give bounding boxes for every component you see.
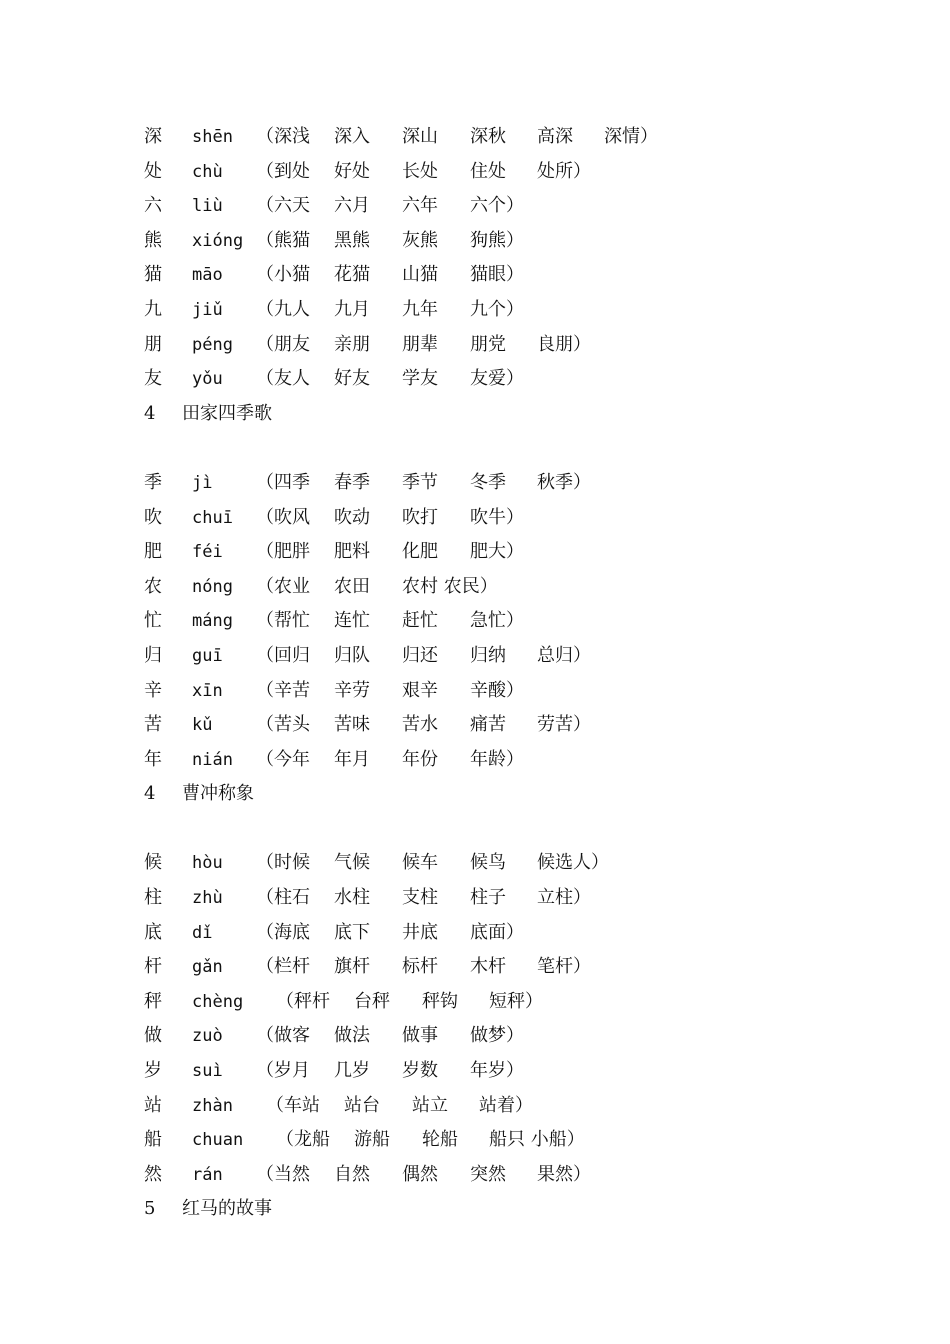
vocab-pinyin: yǒu bbox=[192, 369, 223, 390]
vocab-word: （九人 bbox=[256, 298, 310, 320]
vocab-word: 归队 bbox=[334, 644, 370, 666]
vocab-character: 站 bbox=[144, 1094, 162, 1116]
vocab-row bbox=[144, 1054, 904, 1089]
vocab-word: 痛苦 bbox=[470, 714, 506, 736]
lesson-number: 5 bbox=[144, 1198, 156, 1220]
vocab-row bbox=[144, 604, 904, 639]
vocab-word: 几岁 bbox=[334, 1060, 370, 1082]
vocab-row bbox=[144, 570, 904, 605]
lesson-heading bbox=[144, 397, 904, 432]
vocab-row bbox=[144, 258, 904, 293]
vocab-word: 肥大） bbox=[470, 541, 524, 563]
vocab-word: 游船 bbox=[354, 1129, 390, 1151]
vocab-word: 猫眼） bbox=[470, 264, 524, 286]
vocab-word: 站着） bbox=[479, 1094, 533, 1116]
vocab-word: 年龄） bbox=[470, 748, 524, 770]
vocab-row bbox=[144, 362, 904, 397]
vocab-word: 归还 bbox=[402, 644, 438, 666]
vocab-word: 候车 bbox=[402, 852, 438, 874]
vocab-character: 秤 bbox=[144, 990, 162, 1012]
vocab-word: 底下 bbox=[334, 921, 370, 943]
vocab-pinyin: chèng bbox=[192, 991, 244, 1012]
vocab-row bbox=[144, 846, 904, 881]
vocab-word: （苦头 bbox=[256, 714, 310, 736]
vocab-row bbox=[144, 1123, 904, 1158]
vocab-word: 辛酸） bbox=[470, 679, 524, 701]
vocab-character: 六 bbox=[144, 195, 162, 217]
vocab-row bbox=[144, 916, 904, 951]
vocab-word: 苦味 bbox=[334, 714, 370, 736]
vocab-pinyin: zhàn bbox=[192, 1095, 233, 1116]
vocab-word: 深山 bbox=[402, 126, 438, 147]
vocab-character: 季 bbox=[144, 471, 162, 493]
vocab-character: 候 bbox=[144, 852, 162, 874]
vocab-word: （帮忙 bbox=[256, 610, 310, 632]
vocab-word: 标杆 bbox=[402, 956, 438, 978]
lesson-heading bbox=[144, 1192, 904, 1227]
vocab-word: 朋党 bbox=[470, 333, 506, 355]
vocab-word: 长处 bbox=[402, 160, 438, 182]
vocab-word: 秋季） bbox=[537, 471, 591, 493]
vocab-word: （六天 bbox=[256, 195, 310, 217]
vocab-word: 笔杆） bbox=[537, 956, 591, 978]
vocab-row bbox=[144, 639, 904, 674]
vocab-character: 农 bbox=[144, 575, 162, 597]
vocab-pinyin: hòu bbox=[192, 853, 223, 874]
vocab-pinyin: jiǔ bbox=[192, 299, 223, 320]
vocab-row bbox=[144, 466, 904, 501]
vocab-word: 连忙 bbox=[334, 610, 370, 632]
vocab-word: （做客 bbox=[256, 1025, 310, 1047]
vocab-word: 总归） bbox=[537, 644, 591, 666]
vocab-word: （朋友 bbox=[256, 333, 310, 355]
vocab-word: 吹动 bbox=[334, 506, 370, 528]
vocab-word: （柱石 bbox=[256, 887, 310, 909]
vocab-word: 做梦） bbox=[470, 1025, 524, 1047]
vocab-word: 灰熊 bbox=[402, 229, 438, 251]
vocab-word: 深入 bbox=[334, 126, 370, 147]
vocab-pinyin: xióng bbox=[192, 230, 244, 251]
vocab-word: 柱子 bbox=[470, 887, 506, 909]
vocab-character: 年 bbox=[144, 748, 162, 770]
lesson-title: 曹冲称象 bbox=[182, 783, 254, 805]
vocab-word: 季节 bbox=[402, 471, 438, 493]
vocab-word: 朋辈 bbox=[402, 333, 438, 355]
vocab-word: 深秋 bbox=[470, 126, 506, 147]
vocab-row bbox=[144, 881, 904, 916]
vocab-pinyin: gǎn bbox=[192, 957, 223, 978]
vocab-pinyin: chuan bbox=[192, 1130, 244, 1151]
vocab-word: 住处 bbox=[470, 160, 506, 182]
blank-line bbox=[144, 812, 904, 847]
lesson-number: 4 bbox=[144, 402, 156, 424]
vocab-character: 朋 bbox=[144, 333, 162, 355]
vocab-word: 艰辛 bbox=[402, 679, 438, 701]
vocab-pinyin: kǔ bbox=[192, 715, 213, 736]
vocab-row bbox=[144, 1019, 904, 1054]
vocab-word: 支柱 bbox=[402, 887, 438, 909]
vocab-row bbox=[144, 120, 904, 155]
lesson-heading bbox=[144, 777, 904, 812]
vocab-word: 站台 bbox=[344, 1094, 380, 1116]
vocab-word: 亲朋 bbox=[334, 333, 370, 355]
vocab-word: （农业 bbox=[256, 575, 310, 597]
vocab-word: 九月 bbox=[334, 298, 370, 320]
vocab-word: （到处 bbox=[256, 160, 310, 182]
lesson-title: 田家四季歌 bbox=[182, 402, 272, 424]
vocab-word: 短秤） bbox=[489, 990, 543, 1012]
vocab-word: 黑熊 bbox=[334, 229, 370, 251]
vocab-word: 气候 bbox=[334, 852, 370, 874]
vocab-word: 秤钩 bbox=[422, 990, 458, 1012]
vocab-character: 苦 bbox=[144, 714, 162, 736]
vocab-character: 做 bbox=[144, 1025, 162, 1047]
vocab-row bbox=[144, 1089, 904, 1124]
vocab-row bbox=[144, 535, 904, 570]
vocab-word: 苦水 bbox=[402, 714, 438, 736]
vocab-word: （肥胖 bbox=[256, 541, 310, 563]
vocab-word: （四季 bbox=[256, 471, 310, 493]
vocab-word: 好友 bbox=[334, 368, 370, 390]
vocab-word: （辛苦 bbox=[256, 679, 310, 701]
vocab-word: 偶然 bbox=[402, 1163, 438, 1185]
vocab-word: 赶忙 bbox=[402, 610, 438, 632]
vocab-row bbox=[144, 950, 904, 985]
vocab-word: （熊猫 bbox=[256, 229, 310, 251]
vocab-row bbox=[144, 293, 904, 328]
vocab-pinyin: jì bbox=[192, 472, 213, 493]
vocab-row bbox=[144, 189, 904, 224]
vocab-word: （栏杆 bbox=[256, 956, 310, 978]
vocab-word: （龙船 bbox=[276, 1129, 330, 1151]
vocab-character: 底 bbox=[144, 921, 162, 943]
vocab-word: 学友 bbox=[402, 368, 438, 390]
vocab-character: 友 bbox=[144, 368, 162, 390]
vocab-pinyin: liù bbox=[192, 196, 223, 217]
vocab-word: （当然 bbox=[256, 1163, 310, 1185]
vocab-word: 农村 农民） bbox=[402, 575, 498, 597]
vocab-pinyin: chuī bbox=[192, 507, 233, 528]
vocab-pinyin: suì bbox=[192, 1061, 223, 1082]
vocab-word: 肥料 bbox=[334, 541, 370, 563]
vocab-word: 狗熊） bbox=[470, 229, 524, 251]
vocab-pinyin: xīn bbox=[192, 680, 223, 701]
vocab-pinyin: nóng bbox=[192, 576, 233, 597]
vocab-word: 山猫 bbox=[402, 264, 438, 286]
vocab-row bbox=[144, 674, 904, 709]
vocab-word: （友人 bbox=[256, 368, 310, 390]
vocab-word: （秤杆 bbox=[276, 990, 330, 1012]
lesson-title: 红马的故事 bbox=[182, 1198, 272, 1220]
vocab-word: （车站 bbox=[266, 1094, 320, 1116]
vocab-word: （吹风 bbox=[256, 506, 310, 528]
vocab-pinyin: péng bbox=[192, 334, 233, 355]
vocab-character: 船 bbox=[144, 1129, 162, 1151]
vocab-character: 归 bbox=[144, 644, 162, 666]
vocab-row bbox=[144, 985, 904, 1020]
vocab-pinyin: māo bbox=[192, 265, 223, 286]
vocab-character: 然 bbox=[144, 1163, 162, 1185]
vocab-word: 年份 bbox=[402, 748, 438, 770]
vocab-word: 年岁） bbox=[470, 1060, 524, 1082]
vocab-character: 柱 bbox=[144, 887, 162, 909]
vocab-row bbox=[144, 708, 904, 743]
vocab-word: 友爱） bbox=[470, 368, 524, 390]
vocab-word: 候选人） bbox=[537, 852, 609, 874]
lesson-number: 4 bbox=[144, 783, 156, 805]
vocab-word: 辛劳 bbox=[334, 679, 370, 701]
vocab-word: 旗杆 bbox=[334, 956, 370, 978]
vocab-word: 果然） bbox=[537, 1163, 591, 1185]
vocab-character: 九 bbox=[144, 298, 162, 320]
vocab-pinyin: guī bbox=[192, 645, 223, 666]
vocab-word: 归纳 bbox=[470, 644, 506, 666]
vocab-character: 岁 bbox=[144, 1060, 162, 1082]
vocab-word: 劳苦） bbox=[537, 714, 591, 736]
vocab-word: 木杆 bbox=[470, 956, 506, 978]
vocab-word: 六年 bbox=[402, 195, 438, 217]
vocab-pinyin: féi bbox=[192, 542, 223, 563]
vocab-word: 自然 bbox=[334, 1163, 370, 1185]
vocab-word: 突然 bbox=[470, 1163, 506, 1185]
vocab-character: 肥 bbox=[144, 541, 162, 563]
vocab-pinyin: nián bbox=[192, 749, 233, 770]
vocab-word: 立柱） bbox=[537, 887, 591, 909]
vocab-character: 熊 bbox=[144, 229, 162, 251]
vocab-row bbox=[144, 1158, 904, 1193]
vocab-word: 九年 bbox=[402, 298, 438, 320]
vocab-word: 处所） bbox=[537, 160, 591, 182]
vocabulary-document bbox=[144, 120, 904, 1227]
vocab-word: 水柱 bbox=[334, 887, 370, 909]
vocab-character: 猫 bbox=[144, 264, 162, 286]
vocab-pinyin: shēn bbox=[192, 127, 233, 147]
vocab-word: 良朋） bbox=[537, 333, 591, 355]
vocab-character: 深 bbox=[144, 126, 162, 147]
vocab-pinyin: chù bbox=[192, 161, 223, 182]
vocab-word: 岁数 bbox=[402, 1060, 438, 1082]
vocab-character: 杆 bbox=[144, 956, 162, 978]
vocab-row bbox=[144, 743, 904, 778]
vocab-pinyin: dǐ bbox=[192, 922, 213, 943]
vocab-word: （深浅 bbox=[256, 126, 310, 147]
vocab-word: 台秤 bbox=[354, 990, 390, 1012]
vocab-word: （小猫 bbox=[256, 264, 310, 286]
vocab-word: 做法 bbox=[334, 1025, 370, 1047]
vocab-word: 高深 bbox=[537, 126, 573, 147]
vocab-word: 化肥 bbox=[402, 541, 438, 563]
vocab-word: 六个） bbox=[470, 195, 524, 217]
blank-line bbox=[144, 431, 904, 466]
vocab-word: 农田 bbox=[334, 575, 370, 597]
vocab-word: 候鸟 bbox=[470, 852, 506, 874]
vocab-row bbox=[144, 501, 904, 536]
vocab-word: 吹牛） bbox=[470, 506, 524, 528]
vocab-word: 年月 bbox=[334, 748, 370, 770]
vocab-character: 忙 bbox=[144, 610, 162, 632]
vocab-word: 花猫 bbox=[334, 264, 370, 286]
vocab-word: 做事 bbox=[402, 1025, 438, 1047]
vocab-word: 井底 bbox=[402, 921, 438, 943]
vocab-word: 好处 bbox=[334, 160, 370, 182]
vocab-word: 吹打 bbox=[402, 506, 438, 528]
vocab-word: 急忙） bbox=[470, 610, 524, 632]
vocab-word: 冬季 bbox=[470, 471, 506, 493]
vocab-word: 春季 bbox=[334, 471, 370, 493]
vocab-word: （岁月 bbox=[256, 1060, 310, 1082]
vocab-row bbox=[144, 328, 904, 363]
vocab-word: （回归 bbox=[256, 644, 310, 666]
vocab-word: 站立 bbox=[412, 1094, 448, 1116]
vocab-pinyin: rán bbox=[192, 1164, 223, 1185]
vocab-character: 处 bbox=[144, 160, 162, 182]
vocab-row bbox=[144, 155, 904, 190]
vocab-pinyin: máng bbox=[192, 611, 233, 632]
vocab-word: 船只 小船） bbox=[489, 1129, 585, 1151]
vocab-pinyin: zuò bbox=[192, 1026, 223, 1047]
vocab-word: 底面） bbox=[470, 921, 524, 943]
vocab-word: （时候 bbox=[256, 852, 310, 874]
vocab-character: 吹 bbox=[144, 506, 162, 528]
vocab-word: 六月 bbox=[334, 195, 370, 217]
vocab-pinyin: zhù bbox=[192, 888, 223, 909]
vocab-row bbox=[144, 224, 904, 259]
vocab-word: 轮船 bbox=[422, 1129, 458, 1151]
vocab-word: （海底 bbox=[256, 921, 310, 943]
vocab-word: 九个） bbox=[470, 298, 524, 320]
vocab-word: 深情） bbox=[604, 126, 658, 147]
vocab-word: （今年 bbox=[256, 748, 310, 770]
vocab-character: 辛 bbox=[144, 679, 162, 701]
